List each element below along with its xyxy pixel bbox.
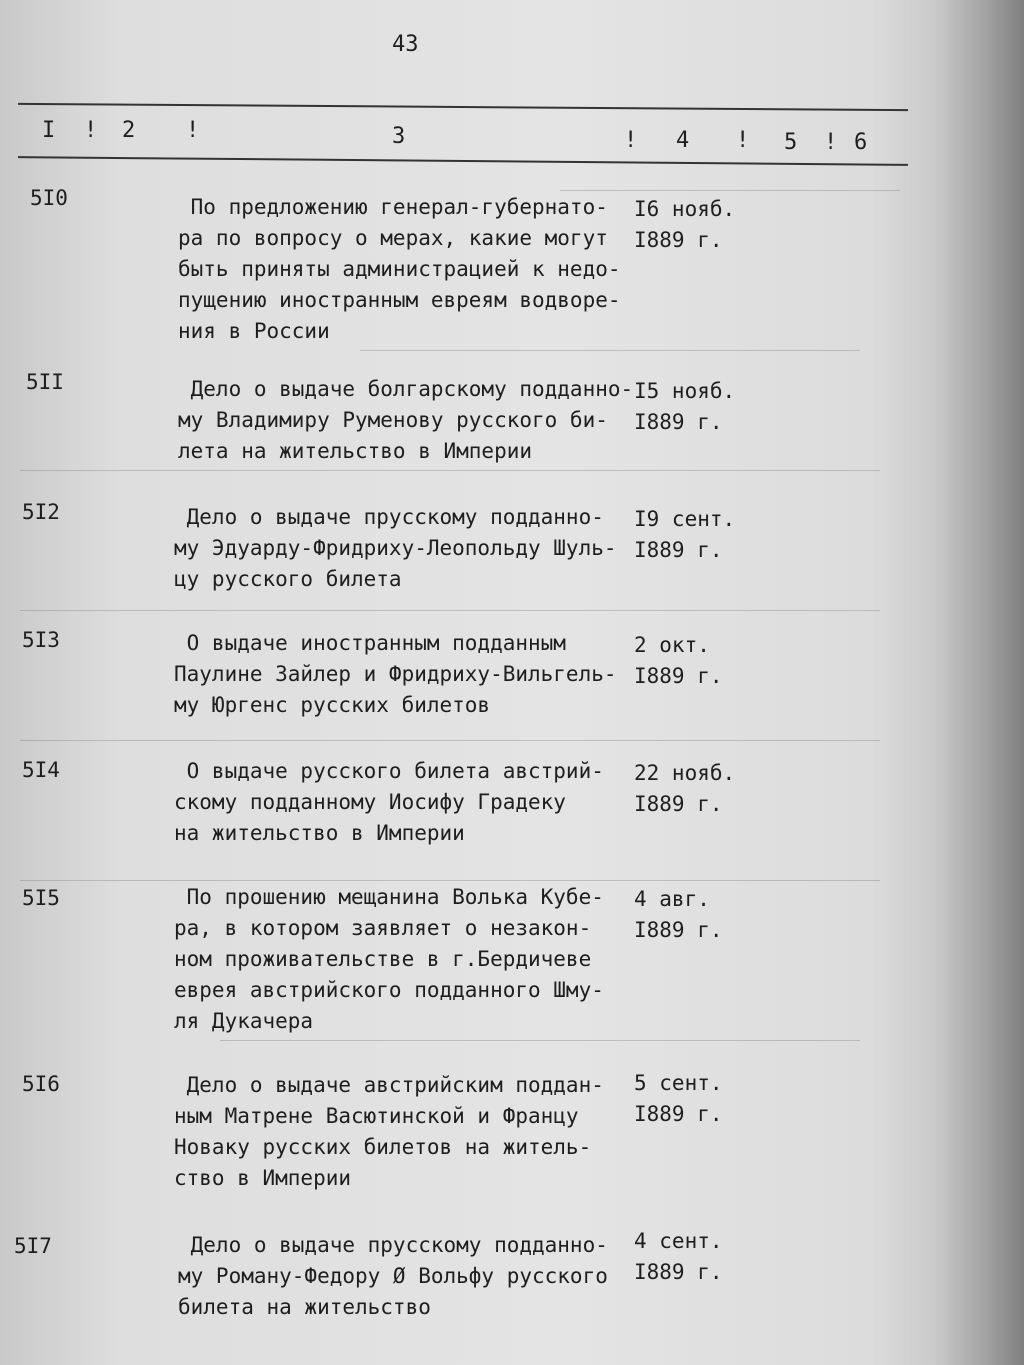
- column-header-row: [20, 114, 910, 154]
- bleed-through-line: [20, 470, 880, 471]
- column-separator: !: [624, 128, 639, 153]
- entry-date: 5 сент. I889 г.: [634, 1071, 723, 1126]
- entry-description: Дело о выдаче австрийским поддан- ным Матрене Васютинской и Францу Новаку русских билетов на житель- ство в Империи: [174, 1073, 604, 1190]
- entry-description: Дело о выдаче болгарскому подданно- му Владимиру Руменову русского би- лета на жительство в Империи: [178, 377, 634, 463]
- entry-date: I9 сент. I889 г.: [634, 507, 736, 562]
- column-header-4: 4: [676, 128, 691, 153]
- entry-date: 4 сент. I889 г.: [634, 1229, 723, 1284]
- column-separator: !: [736, 128, 751, 153]
- column-header-6: 6: [854, 130, 869, 155]
- entry-description: По предложению генерал-губернато- ра по вопросу о мерах, какие могут быть приняты администрацией к недо- пущению иностранным евреям водворе- ния в России: [178, 195, 621, 343]
- entry-description: Дело о выдаче прусскому подданно- му Роману-Федору Ø Вольфу русского билета на жительство: [178, 1233, 608, 1319]
- entry-date: I6 нояб. I889 г.: [634, 197, 736, 252]
- entry-date: 4 авг. I889 г.: [634, 887, 723, 942]
- bleed-through-line: [220, 1040, 860, 1041]
- entry-number: 5I0: [30, 186, 68, 210]
- column-header-1: I: [42, 118, 57, 143]
- column-separator: !: [84, 118, 99, 143]
- bleed-through-line: [360, 350, 860, 351]
- column-separator: !: [186, 118, 201, 143]
- entry-number: 5I6: [22, 1072, 60, 1096]
- bleed-through-line: [20, 610, 880, 611]
- entry-number: 5II: [26, 370, 64, 394]
- bleed-through-line: [20, 740, 880, 741]
- entry-description: По прошению мещанина Волька Кубе- ра, в котором заявляет о незакон- ном проживательстве в г.Бердичеве еврея австрийского подданного Шму- ля Дукачера: [174, 885, 604, 1033]
- entry-description: О выдаче русского билета австрий- скому подданному Иосифу Градеку на жительство в Империи: [174, 759, 604, 845]
- header-bottom-rule: [18, 156, 908, 166]
- page-edge-shadow: [934, 0, 1024, 1365]
- entry-number: 5I5: [22, 886, 60, 910]
- entry-description: О выдаче иностранным подданным Паулине Зайлер и Фридриху-Вильгель- му Юргенс русских билетов: [174, 631, 617, 717]
- bleed-through-line: [20, 880, 880, 881]
- column-header-5: 5: [784, 130, 799, 155]
- entry-date: 22 нояб. I889 г.: [634, 761, 736, 816]
- entry-number: 5I4: [22, 758, 60, 782]
- column-separator: !: [824, 130, 839, 155]
- column-header-2: 2: [122, 118, 137, 143]
- entry-number: 5I2: [22, 500, 60, 524]
- entry-date: I5 нояб. I889 г.: [634, 379, 736, 434]
- column-header-3: 3: [392, 124, 407, 149]
- bleed-through-line: [560, 190, 900, 191]
- entry-number: 5I7: [14, 1234, 52, 1258]
- header-top-rule: [18, 103, 908, 111]
- entry-description: Дело о выдаче прусскому подданно- му Эдуарду-Фридриху-Леопольду Шуль- цу русского билета: [174, 505, 617, 591]
- entry-number: 5I3: [22, 628, 60, 652]
- entry-date: 2 окт. I889 г.: [634, 633, 723, 688]
- page-number: 43: [392, 32, 419, 57]
